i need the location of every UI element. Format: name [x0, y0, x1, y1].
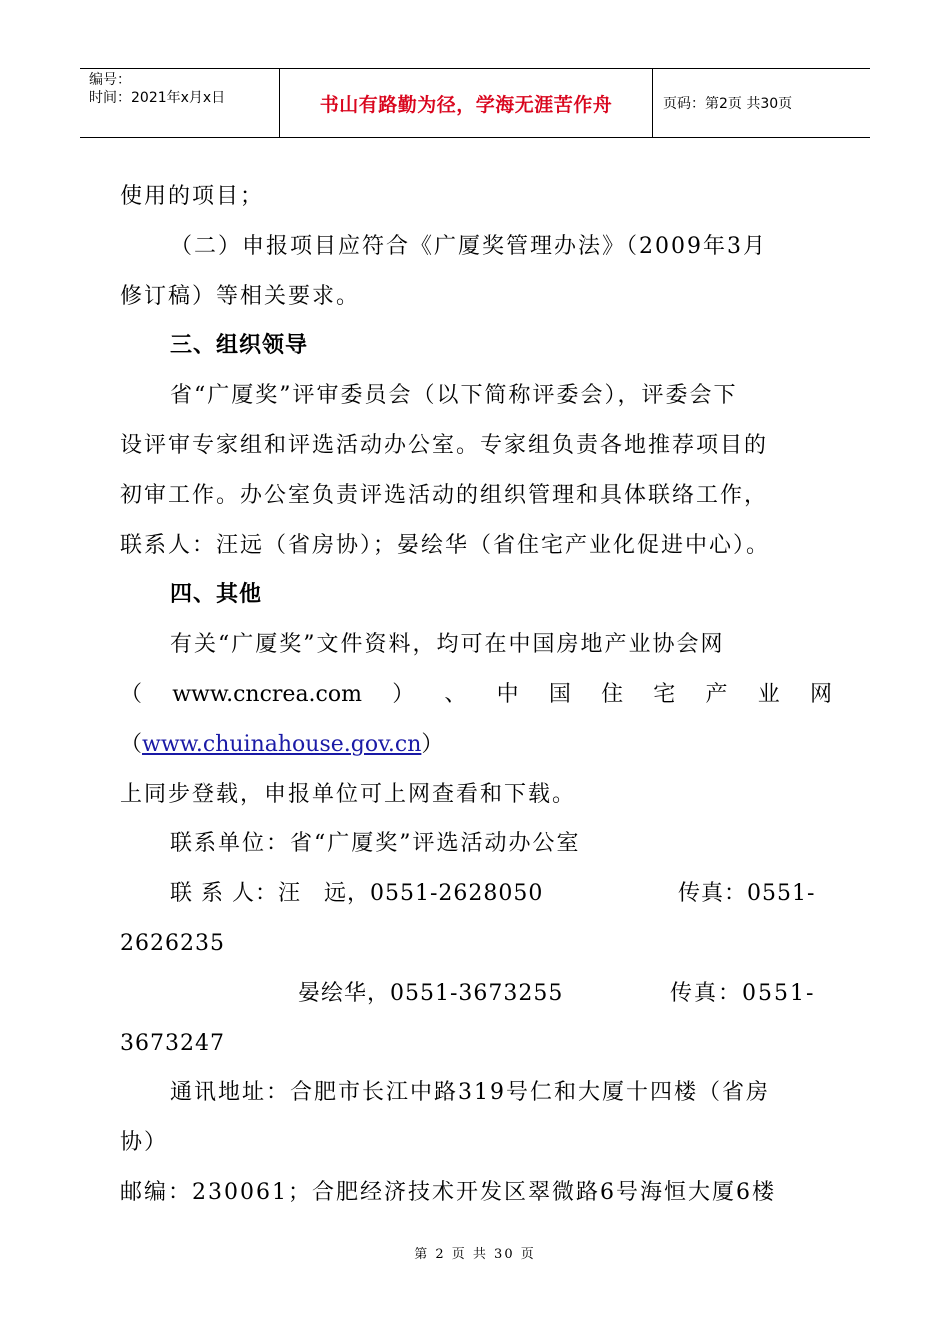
l9-part: 网 — [809, 682, 832, 707]
l9-url: www.cncrea.com — [172, 682, 362, 707]
l10-open: （ — [120, 732, 143, 757]
l9-part: 宅 — [653, 682, 676, 707]
l9-part: 、 — [444, 682, 467, 707]
body-line-10 — [120, 730, 443, 760]
l9-part: （ — [120, 682, 143, 707]
body-line-19: 邮编：230061；合肥经济技术开发区翠微路6号海恒大厦6楼 — [120, 1180, 776, 1205]
body-line-17: 通讯地址：合肥市长江中路319号仁和大厦十四楼（省房 — [170, 1080, 770, 1105]
body-line-7: 联系人：汪远（省房协）；晏绘华（省住宅产业化促进中心）。 — [120, 533, 771, 558]
body-line-15a: 晏绘华，0551-3673255 — [298, 981, 564, 1006]
section-heading-3: 三、组织领导 — [170, 333, 309, 358]
l9-part: 产 — [705, 682, 728, 707]
body-line-18: 协） — [120, 1130, 169, 1155]
header-motto: 书山有路勤为径，学海无涯苦作舟 — [319, 93, 613, 116]
header-meta — [80, 69, 280, 137]
body-line-2: （二）申报项目应符合《广厦奖管理办法》（2009年3月 — [170, 234, 767, 259]
body-line-16: 3673247 — [120, 1031, 225, 1056]
body-line-6: 初审工作。办公室负责评选活动的组织管理和具体联络工作， — [120, 483, 769, 508]
header-number: 编号： — [89, 72, 131, 88]
l9-part: 中 — [496, 682, 519, 707]
body-line-5: 设评审专家组和评选活动办公室。专家组负责各地推荐项目的 — [120, 433, 769, 458]
page-header — [80, 68, 870, 138]
body-line-9 — [120, 680, 832, 710]
l9-part: 业 — [757, 682, 780, 707]
header-motto-cell — [280, 69, 653, 137]
l9-part: 住 — [601, 682, 624, 707]
l9-part: 国 — [548, 682, 571, 707]
body-line-12: 联系单位：省“广厦奖”评选活动办公室 — [170, 831, 581, 856]
header-page: 页码：第2页 共30页 — [663, 96, 793, 112]
body-line-14: 2626235 — [120, 931, 225, 956]
body-line-3: 修订稿）等相关要求。 — [120, 284, 361, 309]
body-line-1: 使用的项目； — [120, 184, 265, 209]
body-line-15b: 传真：0551- — [670, 981, 816, 1006]
body-line-4: 省“广厦奖”评审委员会（以下简称评委会），评委会下 — [170, 383, 738, 408]
body-line-8: 有关“广厦奖”文件资料，均可在中国房地产业协会网 — [170, 632, 725, 657]
header-time: 时间：2021年x月x日 — [89, 90, 226, 106]
body-line-13b: 传真：0551- — [678, 881, 816, 906]
section-heading-4: 四、其他 — [170, 582, 263, 607]
chinahouse-link[interactable]: www.chuinahouse.gov.cn — [142, 732, 422, 757]
l9-part: ） — [392, 682, 415, 707]
body-line-11: 上同步登载，申报单位可上网查看和下载。 — [120, 782, 577, 807]
body-line-13a: 联 系 人：汪 远，0551-2628050 — [170, 881, 544, 906]
page-footer: 第 2 页 共 30 页 — [414, 1247, 536, 1262]
l10-close: ） — [421, 732, 444, 757]
